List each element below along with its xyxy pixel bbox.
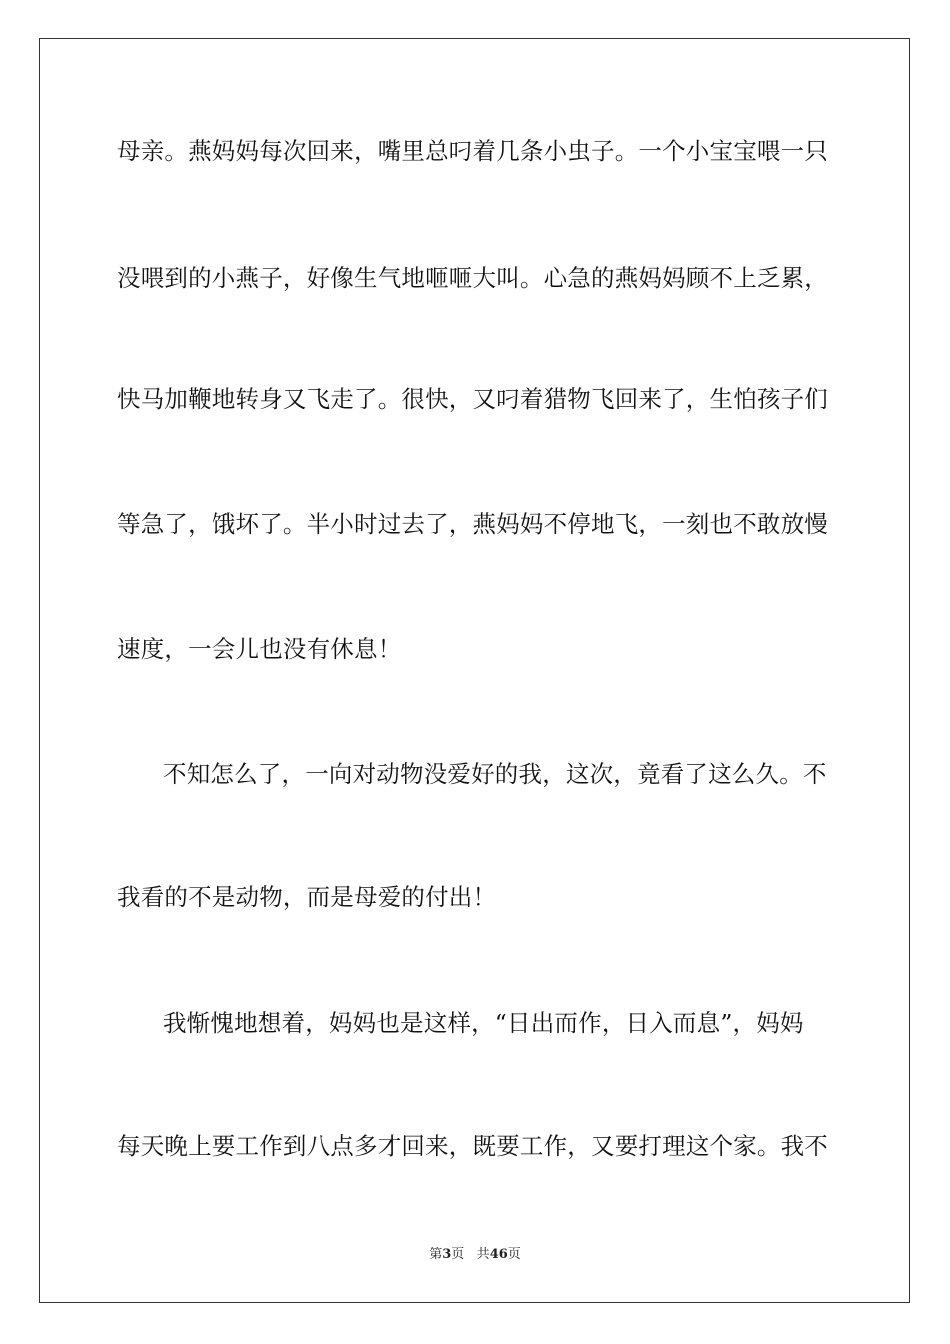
text-line-9: 每天晚上要工作到八点多才回来，既要工作，又要打理这个家。我不	[117, 1132, 828, 1160]
text-line-7: 我看的不是动物，而是母爱的付出！	[117, 883, 497, 911]
text-line-3: 快马加鞭地转身又飞走了。很快，又叼着猎物飞回来了，生怕孩子们	[117, 385, 828, 413]
footer-total-prefix: 共	[476, 1247, 490, 1262]
footer-total-suffix: 页	[507, 1247, 521, 1262]
paragraph-start-line-8: 我惭愧地想着，妈妈也是这样，“日出而作，日入而息”，妈妈	[163, 1009, 804, 1037]
page-border	[39, 38, 910, 1303]
footer-prefix: 第	[429, 1247, 443, 1262]
text-line-5: 速度，一会儿也没有休息！	[117, 635, 402, 663]
text-line-2: 没喂到的小燕子，好像生气地咂咂大叫。心急的燕妈妈顾不上乏累，	[117, 264, 828, 292]
paragraph-start-line-6: 不知怎么了，一向对动物没爱好的我，这次，竟看了这么久。不	[163, 760, 827, 788]
text-line-1: 母亲。燕妈妈每次回来，嘴里总叼着几条小虫子。一个小宝宝喂一只	[117, 137, 828, 165]
total-pages-number: 46	[489, 1247, 508, 1262]
footer-page-suffix: 页	[451, 1247, 465, 1262]
current-page-number: 3	[442, 1247, 452, 1262]
page-number-footer	[0, 1246, 950, 1264]
text-line-4: 等急了，饿坏了。半小时过去了，燕妈妈不停地飞，一刻也不敢放慢	[117, 510, 828, 538]
